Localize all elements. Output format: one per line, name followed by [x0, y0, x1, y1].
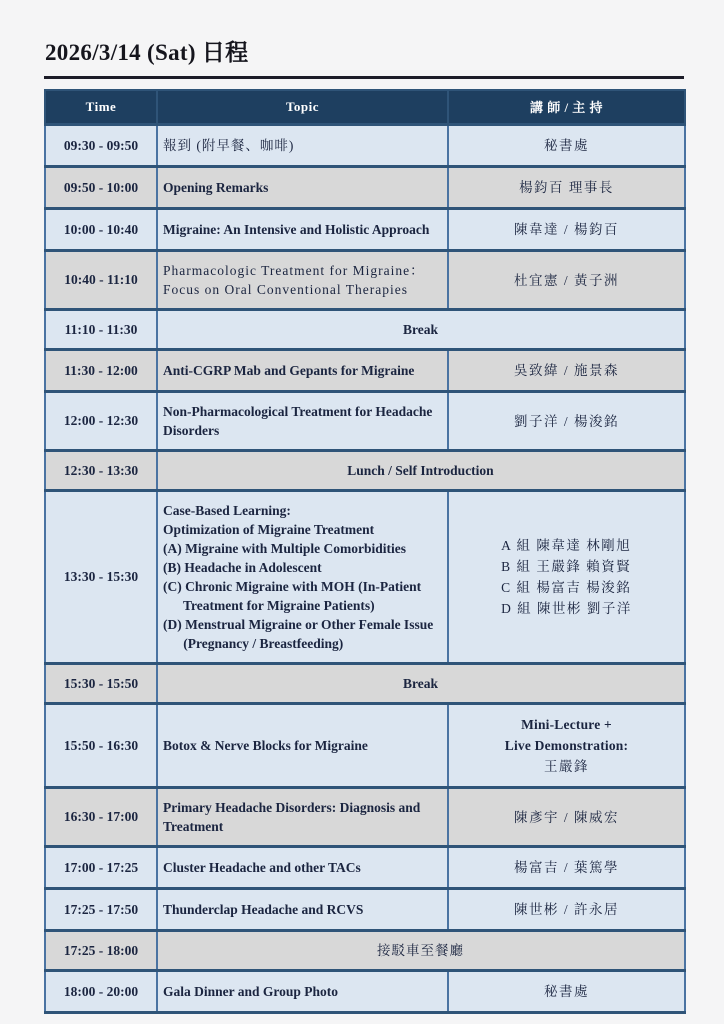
- speaker-line: D 組 陳世彬 劉子洋: [501, 601, 632, 616]
- page-title: 2026/3/14 (Sat) 日程: [45, 40, 249, 65]
- speaker-cell: [448, 971, 685, 1013]
- table-row: [45, 125, 685, 167]
- topic-line: Cluster Headache and other TACs: [163, 860, 361, 875]
- time-cell: 09:30 - 09:50: [45, 125, 157, 167]
- col-header-topic: Topic: [157, 90, 448, 125]
- speaker-line: 王嚴鋒: [544, 759, 589, 774]
- topic-line: Botox & Nerve Blocks for Migraine: [163, 738, 368, 753]
- topic-line: (B) Headache in Adolescent: [163, 560, 322, 575]
- table-row: [45, 350, 685, 392]
- time-cell: 11:10 - 11:30: [45, 310, 157, 350]
- speaker-line: 杜宜憲 / 黃子洲: [513, 272, 619, 288]
- topic-line: Migraine: An Intensive and Holistic Approach: [163, 222, 430, 237]
- topic-line: Opening Remarks: [163, 180, 269, 195]
- table-row: [45, 491, 685, 664]
- time-cell: 11:30 - 12:00: [45, 350, 157, 392]
- topic-cell: [157, 310, 685, 350]
- speaker-line: C 組 楊富吉 楊浚銘: [501, 580, 632, 595]
- table-row: [45, 167, 685, 209]
- topic-cell: [157, 392, 448, 451]
- time-cell: 15:30 - 15:50: [45, 664, 157, 704]
- time-cell: 18:00 - 20:00: [45, 971, 157, 1013]
- topic-line: Break: [402, 676, 438, 691]
- topic-line: Non-Pharmacological Treatment for Headache Disorders: [163, 404, 433, 438]
- schedule-table: [44, 89, 686, 1014]
- table-row: [45, 251, 685, 310]
- topic-line: (D) Menstrual Migraine or Other Female Issue: [163, 617, 434, 632]
- table-row: [45, 664, 685, 704]
- time-cell: 16:30 - 17:00: [45, 788, 157, 847]
- topic-cell: [157, 889, 448, 931]
- topic-cell: [157, 125, 448, 167]
- topic-cell: [157, 664, 685, 704]
- speaker-cell: [448, 350, 685, 392]
- topic-cell: [157, 251, 448, 310]
- speaker-line: 秘書處: [544, 984, 589, 999]
- speaker-line: B 組 王嚴鋒 賴資賢: [501, 559, 632, 574]
- speaker-line: Mini-Lecture +: [521, 717, 612, 732]
- time-cell: 17:25 - 17:50: [45, 889, 157, 931]
- topic-cell: [157, 491, 448, 664]
- speaker-cell: [448, 209, 685, 251]
- speaker-line: 秘書處: [544, 138, 589, 153]
- topic-cell: [157, 704, 448, 788]
- speaker-line: Live Demonstration:: [504, 738, 629, 753]
- table-row: [45, 931, 685, 971]
- table-row: [45, 971, 685, 1013]
- speaker-cell: [448, 392, 685, 451]
- table-row: [45, 209, 685, 251]
- topic-line: Optimization of Migraine Treatment: [163, 522, 375, 537]
- topic-cell: [157, 167, 448, 209]
- table-row: [45, 788, 685, 847]
- time-cell: 09:50 - 10:00: [45, 167, 157, 209]
- topic-line: Primary Headache Disorders: Diagnosis and Treatment: [163, 800, 421, 834]
- topic-line: 接駁車至餐廳: [377, 943, 464, 958]
- topic-line: Break: [402, 322, 438, 337]
- time-cell: 12:00 - 12:30: [45, 392, 157, 451]
- time-cell: 15:50 - 16:30: [45, 704, 157, 788]
- speaker-cell: [448, 491, 685, 664]
- time-cell: 13:30 - 15:30: [45, 491, 157, 664]
- speaker-cell: [448, 167, 685, 209]
- time-cell: 10:40 - 11:10: [45, 251, 157, 310]
- topic-cell: [157, 209, 448, 251]
- time-cell: 10:00 - 10:40: [45, 209, 157, 251]
- speaker-group-list: [501, 535, 632, 619]
- title-divider: [44, 76, 684, 79]
- table-row: [45, 392, 685, 451]
- topic-line: Gala Dinner and Group Photo: [163, 984, 339, 999]
- speaker-line: 楊富吉 / 葉篤學: [513, 860, 619, 875]
- speaker-line: 陳世彬 / 許永居: [513, 902, 619, 917]
- col-header-time: Time: [45, 90, 157, 125]
- topic-cell: [157, 971, 448, 1013]
- topic-cell: [157, 931, 685, 971]
- speaker-cell: [448, 704, 685, 788]
- topic-line: (Pregnancy / Breastfeeding): [163, 636, 344, 651]
- topic-line: Anti-CGRP Mab and Gepants for Migraine: [163, 363, 415, 378]
- col-header-speaker: 講 師 / 主 持: [448, 90, 685, 125]
- table-header-row: [45, 90, 685, 125]
- time-cell: 12:30 - 13:30: [45, 451, 157, 491]
- table-row: [45, 847, 685, 889]
- topic-line: Treatment for Migraine Patients): [163, 598, 375, 613]
- speaker-line: 劉子洋 / 楊浚銘: [513, 413, 619, 429]
- speaker-line: 陳彥宇 / 陳威宏: [513, 809, 619, 825]
- table-row: [45, 310, 685, 350]
- table-row: [45, 451, 685, 491]
- topic-line: (C) Chronic Migraine with MOH (In-Patient: [163, 579, 422, 594]
- speaker-line: 楊鈞百 理事長: [519, 180, 614, 195]
- speaker-line: 陳韋達 / 楊鈞百: [513, 222, 619, 237]
- time-cell: 17:25 - 18:00: [45, 931, 157, 971]
- speaker-cell: [448, 125, 685, 167]
- table-row: [45, 889, 685, 931]
- speaker-line: 吳致緯 / 施景森: [513, 363, 619, 378]
- topic-line: Lunch / Self Introduction: [347, 463, 494, 478]
- schedule-body: [45, 125, 685, 1013]
- topic-cell: [157, 847, 448, 889]
- speaker-cell: [448, 788, 685, 847]
- table-row: [45, 704, 685, 788]
- topic-cell: [157, 451, 685, 491]
- topic-cell: [157, 350, 448, 392]
- speaker-cell: [448, 251, 685, 310]
- topic-line: Case-Based Learning:: [163, 503, 291, 518]
- speaker-line: A 組 陳韋達 林剛旭: [501, 538, 632, 553]
- speaker-cell: [448, 847, 685, 889]
- topic-cell: [157, 788, 448, 847]
- topic-line: Thunderclap Headache and RCVS: [163, 902, 364, 917]
- topic-line: (A) Migraine with Multiple Comorbidities: [163, 541, 406, 556]
- speaker-cell: [448, 889, 685, 931]
- time-cell: 17:00 - 17:25: [45, 847, 157, 889]
- topic-line: Pharmacologic Treatment for Migraine：Focus on Oral Conventional Therapies: [163, 263, 425, 297]
- topic-line: 報到 (附早餐、咖啡): [163, 138, 295, 153]
